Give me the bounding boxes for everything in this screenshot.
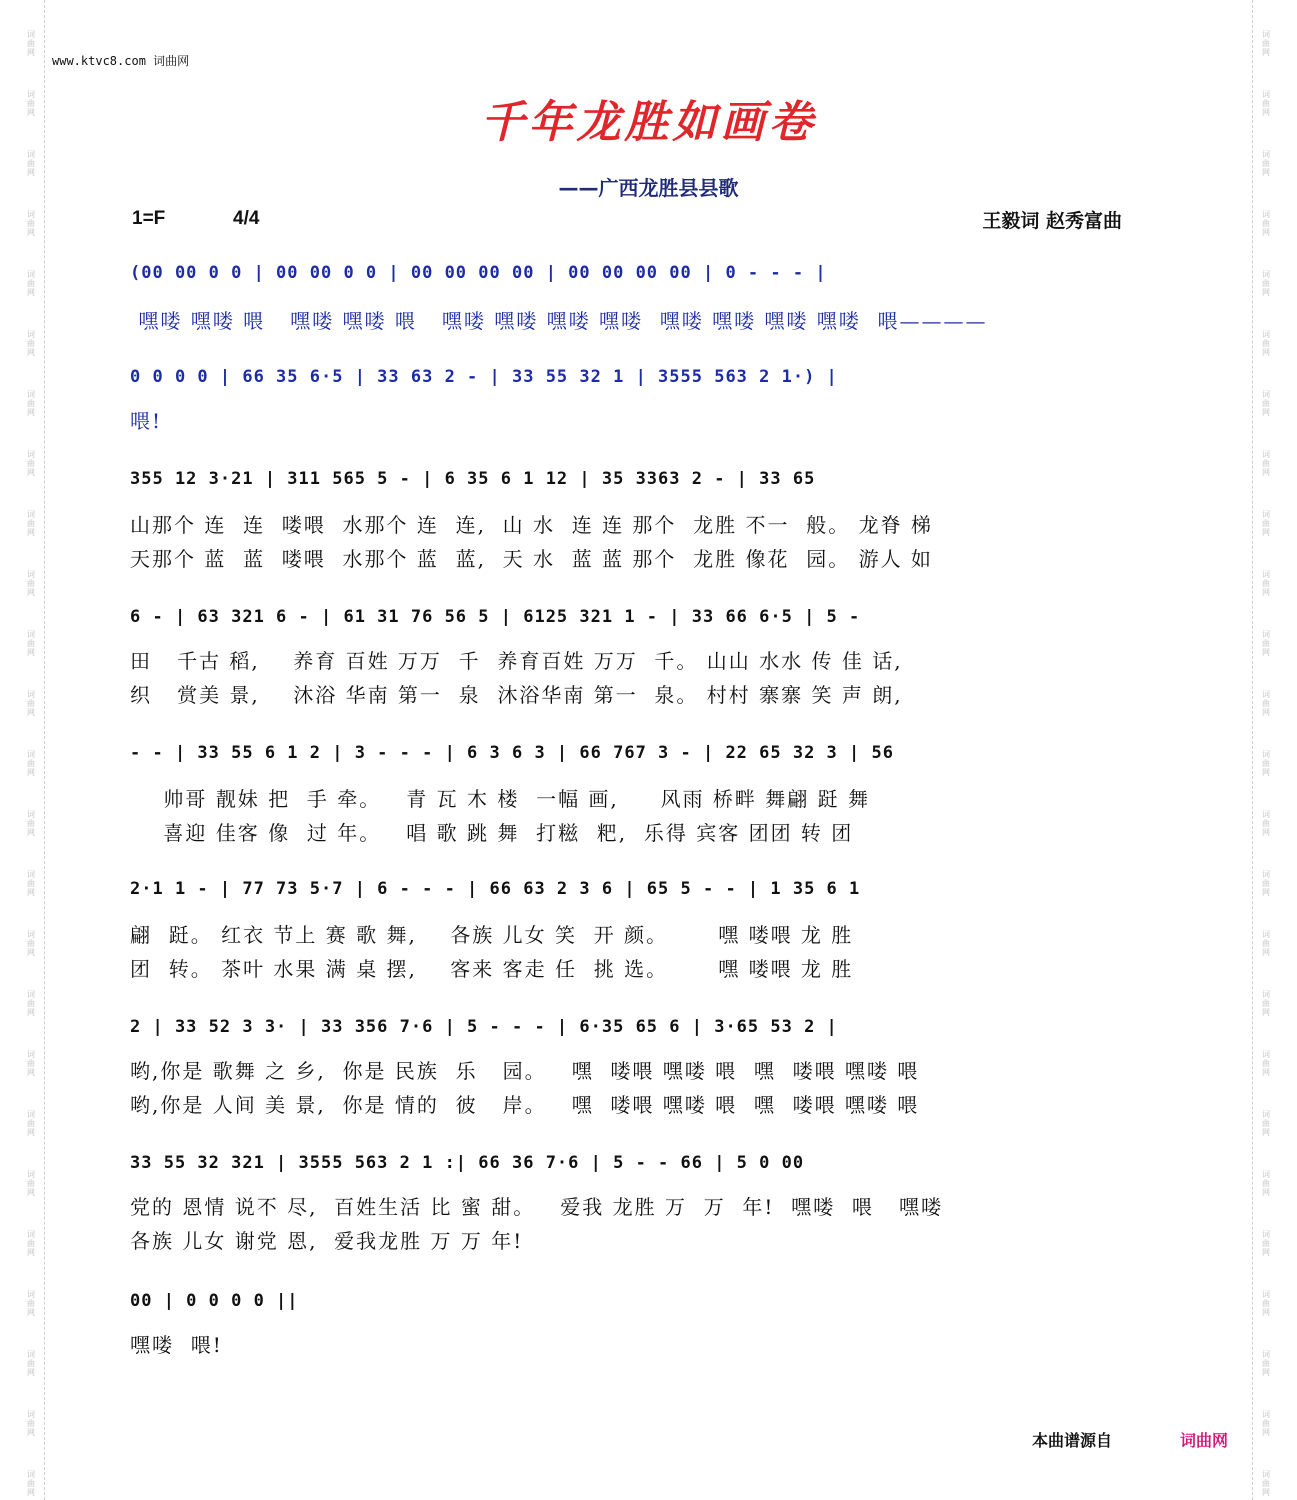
watermark-mark: 词 曲 网: [27, 1470, 35, 1497]
time-signature: 4/4: [233, 208, 260, 229]
watermark-mark: 词 曲 网: [27, 150, 35, 177]
right-margin-watermark: [1252, 0, 1279, 1500]
notation-line: 355 12 3·21 | 311 565 5 - | 6 35 6 1 12 | 35 3363 2 - | 33 65: [130, 469, 816, 489]
watermark-mark: 词 曲 网: [1262, 390, 1270, 417]
watermark-mark: 词 曲 网: [1262, 810, 1270, 837]
watermark-mark: 词 曲 网: [27, 390, 35, 417]
watermark-mark: 词 曲 网: [27, 690, 35, 717]
watermark-mark: 词 曲 网: [1262, 1290, 1270, 1317]
lyric-line: 帅哥 靓妹 把 手 牵。 青 瓦 木 楼 一幅 画, 风雨 桥畔 舞翩 跹 舞: [130, 787, 871, 811]
watermark-mark: 词 曲 网: [1262, 690, 1270, 717]
notation-line: 2·1 1 - | 77 73 5·7 | 6 - - - | 66 63 2 3 6 | 65 5 - - | 1 35 6 1: [130, 879, 861, 899]
watermark-mark: 词 曲 网: [1262, 1410, 1270, 1437]
watermark-mark: 词 曲 网: [1262, 510, 1270, 537]
watermark-mark: 词 曲 网: [27, 990, 35, 1017]
watermark-mark: 词 曲 网: [27, 1410, 35, 1437]
lyric-line: 山那个 连 连 喽喂 水那个 连 连, 山 水 连 连 那个 龙胜 不一 般。 龙脊 梯: [130, 513, 933, 537]
song-credits: 王毅词 赵秀富曲: [982, 210, 1122, 232]
lyric-line: 各族 儿女 谢党 恩, 爱我龙胜 万 万 年!: [130, 1229, 524, 1253]
watermark-mark: 词 曲 网: [27, 1170, 35, 1197]
lyric-line: 团 转。 茶叶 水果 满 桌 摆, 客来 客走 任 挑 选。 嘿 喽喂 龙 胜: [130, 957, 854, 981]
notation-line: 33 55 32 321 | 3555 563 2 1 :| 66 36 7·6 | 5 - - 66 | 5 0 00: [130, 1153, 805, 1173]
watermark-mark: 词 曲 网: [1262, 1170, 1270, 1197]
watermark-mark: 词 曲 网: [27, 750, 35, 777]
watermark-mark: 词 曲 网: [1262, 1050, 1270, 1077]
lyric-line: 哟,你是 人间 美 景, 你是 情的 彼 岸。 嘿 喽喂 嘿喽 喂 嘿 喽喂 嘿喽 喂: [130, 1093, 920, 1117]
watermark-mark: 词 曲 网: [1262, 150, 1270, 177]
watermark-mark: 词 曲 网: [27, 570, 35, 597]
watermark-mark: 词 曲 网: [27, 510, 35, 537]
watermark-mark: 词 曲 网: [1262, 990, 1270, 1017]
watermark-mark: 词 曲 网: [27, 870, 35, 897]
watermark-mark: 词 曲 网: [1262, 30, 1270, 57]
lyric-line: 嘿喽 嘿喽 喂 嘿喽 嘿喽 喂 嘿喽 嘿喽 嘿喽 嘿喽 嘿喽 嘿喽 嘿喽 嘿喽 喂————: [130, 309, 988, 333]
watermark-mark: 词 曲 网: [27, 330, 35, 357]
watermark-mark: 词 曲 网: [27, 1050, 35, 1077]
notation-line: 0 0 0 0 | 66 35 6·5 | 33 63 2 - | 33 55 32 1 | 3555 563 2 1·) |: [130, 367, 838, 387]
watermark-mark: 词 曲 网: [1262, 270, 1270, 297]
watermark-mark: 词 曲 网: [1262, 750, 1270, 777]
watermark-mark: 词 曲 网: [27, 1290, 35, 1317]
notation-line: (00 00 0 0 | 00 00 0 0 | 00 00 00 00 | 00 00 00 00 | 0 - - - |: [130, 263, 827, 283]
watermark-mark: 词 曲 网: [27, 450, 35, 477]
watermark-mark: 词 曲 网: [27, 630, 35, 657]
watermark-mark: 词 曲 网: [1262, 570, 1270, 597]
source-label: 本曲谱源自: [1032, 1431, 1113, 1450]
notation-line: 00 | 0 0 0 0 ||: [130, 1291, 299, 1311]
left-margin-watermark: [18, 0, 45, 1500]
lyric-line: 天那个 蓝 蓝 喽喂 水那个 蓝 蓝, 天 水 蓝 蓝 那个 龙胜 像花 园。 游人 如: [130, 547, 933, 571]
lyric-line: 喜迎 佳客 像 过 年。 唱 歌 跳 舞 打糍 粑, 乐得 宾客 团团 转 团: [130, 821, 854, 845]
notation-line: 6 - | 63 321 6 - | 61 31 76 56 5 | 6125 321 1 - | 33 66 6·5 | 5 -: [130, 607, 861, 627]
notation-line: - - | 33 55 6 1 2 | 3 - - - | 6 3 6 3 | 66 767 3 - | 22 65 32 3 | 56: [130, 743, 894, 763]
source-site-link[interactable]: 词曲网: [1180, 1431, 1229, 1450]
watermark-mark: 词 曲 网: [1262, 1230, 1270, 1257]
watermark-mark: 词 曲 网: [27, 30, 35, 57]
song-subtitle: ——广西龙胜县县歌: [558, 176, 739, 200]
watermark-mark: 词 曲 网: [1262, 930, 1270, 957]
site-url[interactable]: www.ktvc8.com 词曲网: [52, 54, 190, 68]
watermark-mark: 词 曲 网: [1262, 450, 1270, 477]
watermark-mark: 词 曲 网: [27, 930, 35, 957]
watermark-mark: 词 曲 网: [27, 210, 35, 237]
watermark-mark: 词 曲 网: [27, 1230, 35, 1257]
lyric-line: 翩 跹。 红衣 节上 赛 歌 舞, 各族 儿女 笑 开 颜。 嘿 喽喂 龙 胜: [130, 923, 854, 947]
watermark-mark: 词 曲 网: [27, 270, 35, 297]
watermark-mark: 词 曲 网: [27, 1350, 35, 1377]
lyric-line: 哟,你是 歌舞 之 乡, 你是 民族 乐 园。 嘿 喽喂 嘿喽 喂 嘿 喽喂 嘿喽 喂: [130, 1059, 920, 1083]
watermark-mark: 词 曲 网: [27, 1110, 35, 1137]
watermark-mark: 词 曲 网: [1262, 330, 1270, 357]
key-signature: 1=F: [132, 208, 166, 229]
watermark-mark: 词 曲 网: [1262, 90, 1270, 117]
song-title: 千年龙胜如画卷: [480, 97, 817, 148]
watermark-mark: 词 曲 网: [1262, 210, 1270, 237]
notation-line: 2 | 33 52 3 3· | 33 356 7·6 | 5 - - - | 6·35 65 6 | 3·65 53 2 |: [130, 1017, 838, 1037]
lyric-line: 喂!: [130, 409, 163, 433]
watermark-mark: 词 曲 网: [27, 90, 35, 117]
watermark-mark: 词 曲 网: [1262, 1110, 1270, 1137]
watermark-mark: 词 曲 网: [1262, 1470, 1270, 1497]
watermark-mark: 词 曲 网: [1262, 1350, 1270, 1377]
lyric-line: 党的 恩情 说不 尽, 百姓生活 比 蜜 甜。 爱我 龙胜 万 万 年! 嘿喽 喂 嘿喽: [130, 1195, 943, 1219]
watermark-mark: 词 曲 网: [1262, 630, 1270, 657]
lyric-line: 织 赏美 景, 沐浴 华南 第一 泉 沐浴华南 第一 泉。 村村 寨寨 笑 声 朗,: [130, 683, 903, 707]
lyric-line: 嘿喽 喂!: [130, 1333, 223, 1357]
watermark-mark: 词 曲 网: [1262, 870, 1270, 897]
lyric-line: 田 千古 稻, 养育 百姓 万万 千 养育百姓 万万 千。 山山 水水 传 佳 话,: [130, 649, 903, 673]
watermark-mark: 词 曲 网: [27, 810, 35, 837]
